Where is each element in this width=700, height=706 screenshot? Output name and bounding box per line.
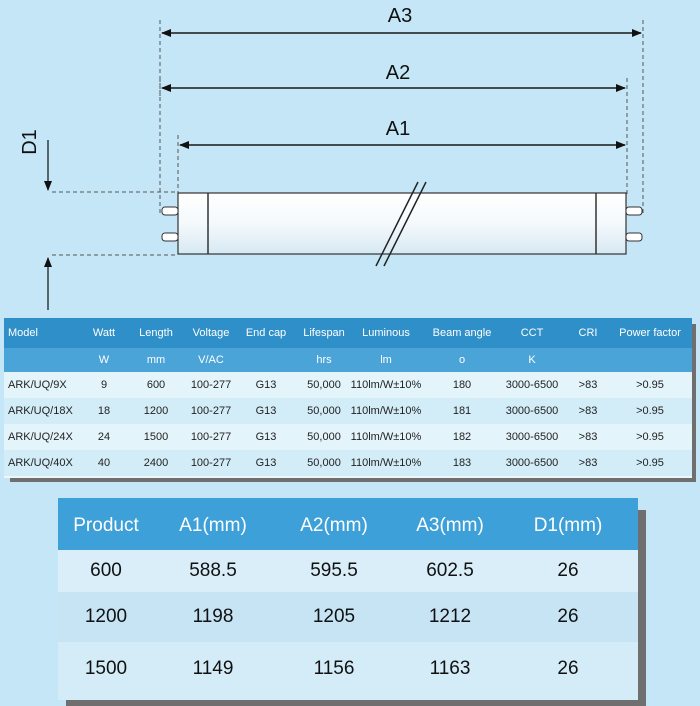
product-cell: 1198: [192, 606, 234, 627]
product-cell: 1212: [428, 606, 472, 627]
spec-cell: 181: [452, 405, 472, 417]
spec-cell: G13: [255, 379, 277, 391]
spec-cell: 50,000: [307, 379, 341, 391]
spec-cell: 50,000: [307, 457, 341, 469]
product-cell: 26: [557, 560, 579, 581]
spec-cell: 1500: [143, 431, 169, 443]
spec-row: [4, 450, 692, 476]
dimension-a1: [180, 118, 625, 145]
spec-cell: >83: [578, 379, 598, 391]
spec-row: [4, 424, 692, 450]
spec-cell: 100-277: [190, 405, 232, 417]
spec-cell: 110lm/W±10%: [350, 405, 422, 417]
spec-cell: 50,000: [307, 405, 341, 417]
spec-header-row: [4, 318, 692, 348]
spec-table: [4, 318, 696, 482]
product-row: [58, 642, 638, 700]
spec-cell: 50,000: [307, 431, 341, 443]
tube-dimension-diagram: [0, 0, 700, 310]
spec-unit: W: [98, 354, 110, 366]
spec-cell: ARK/UQ/40X: [8, 457, 73, 469]
product-cell: 1149: [192, 658, 234, 679]
dimension-a3-label: A3: [387, 5, 413, 27]
spec-cell: 9: [100, 379, 108, 391]
product-cell: 1205: [312, 606, 356, 627]
spec-cell: 1200: [143, 405, 169, 417]
spec-cell: 3000-6500: [505, 379, 559, 391]
spec-cell: >83: [578, 405, 598, 417]
spec-unit: lm: [380, 354, 392, 366]
spec-header: Voltage: [192, 327, 230, 339]
led-tube: [162, 182, 642, 266]
product-cell: 1156: [313, 658, 355, 679]
spec-unit: mm: [146, 354, 166, 366]
spec-header: Length: [139, 327, 173, 339]
spec-header: CCT: [520, 327, 544, 339]
product-header: A2(mm): [300, 515, 368, 536]
dimension-d1-label: D1: [19, 129, 41, 155]
spec-cell: 3000-6500: [505, 405, 559, 417]
product-header: A3(mm): [416, 515, 484, 536]
product-header: D1(mm): [533, 515, 603, 536]
spec-header: Beam angle: [432, 327, 492, 339]
product-cell: 588.5: [189, 560, 237, 581]
product-header: Product: [73, 515, 139, 536]
product-cell: 26: [557, 658, 579, 679]
spec-cell: >83: [578, 431, 598, 443]
spec-cell: G13: [255, 405, 277, 417]
spec-row: [4, 372, 692, 398]
spec-cell: >83: [578, 457, 598, 469]
spec-unit: o: [458, 354, 466, 366]
spec-cell: G13: [255, 457, 277, 469]
spec-unit: K: [528, 354, 536, 366]
spec-cell: 110lm/W±10%: [350, 379, 422, 391]
product-cell: 600: [90, 560, 122, 581]
spec-unit: V/AC: [198, 354, 224, 366]
spec-unit: hrs: [316, 354, 332, 366]
dimension-a1-label: A1: [385, 118, 411, 140]
product-header-row: [58, 498, 638, 550]
product-table-body: [58, 498, 638, 700]
spec-cell: 182: [452, 431, 472, 443]
dimension-a2-label: A2: [385, 62, 411, 84]
product-cell: 602.5: [426, 560, 474, 581]
spec-header: Luminous: [362, 327, 410, 339]
spec-header: End cap: [245, 327, 287, 339]
product-cell: 595.5: [310, 560, 358, 581]
product-cell: 1200: [84, 606, 128, 627]
product-row: [58, 592, 638, 642]
spec-cell: 3000-6500: [505, 457, 559, 469]
dimension-d1: [19, 129, 48, 310]
spec-cell: 100-277: [190, 457, 232, 469]
spec-cell: ARK/UQ/24X: [8, 431, 73, 443]
spec-cell: 40: [97, 457, 111, 469]
product-header: A1(mm): [179, 515, 247, 536]
spec-header: Lifespan: [303, 327, 345, 339]
spec-cell: 100-277: [190, 379, 232, 391]
product-cell: 1163: [429, 658, 471, 679]
spec-cell: 24: [97, 431, 111, 443]
product-row: [58, 550, 638, 592]
spec-row: [4, 398, 692, 424]
spec-cell: 100-277: [190, 431, 232, 443]
spec-cell: 110lm/W±10%: [350, 457, 422, 469]
spec-cell: 18: [97, 405, 111, 417]
spec-cell: >0.95: [636, 379, 664, 391]
spec-cell: G13: [255, 431, 277, 443]
spec-cell: ARK/UQ/9X: [8, 379, 67, 391]
spec-header: Model: [8, 327, 38, 339]
spec-header: Power factor: [619, 327, 681, 339]
spec-cell: >0.95: [636, 405, 664, 417]
spec-cell: 180: [452, 379, 472, 391]
spec-cell: 110lm/W±10%: [350, 431, 422, 443]
product-dimension-table: [58, 498, 656, 700]
spec-units-row: [4, 348, 692, 372]
spec-cell: 600: [146, 379, 166, 391]
product-cell: 1500: [84, 658, 128, 679]
spec-header: CRI: [578, 327, 598, 339]
spec-table-body: [4, 318, 692, 478]
dimension-a2: [162, 62, 625, 88]
spec-cell: 3000-6500: [505, 431, 559, 443]
product-cell: 26: [557, 606, 579, 627]
spec-cell: >0.95: [636, 431, 664, 443]
spec-cell: ARK/UQ/18X: [8, 405, 73, 417]
spec-cell: 2400: [143, 457, 169, 469]
dimension-a3: [162, 5, 641, 33]
spec-header: Watt: [92, 327, 116, 339]
spec-cell: 183: [452, 457, 472, 469]
spec-cell: >0.95: [636, 457, 664, 469]
